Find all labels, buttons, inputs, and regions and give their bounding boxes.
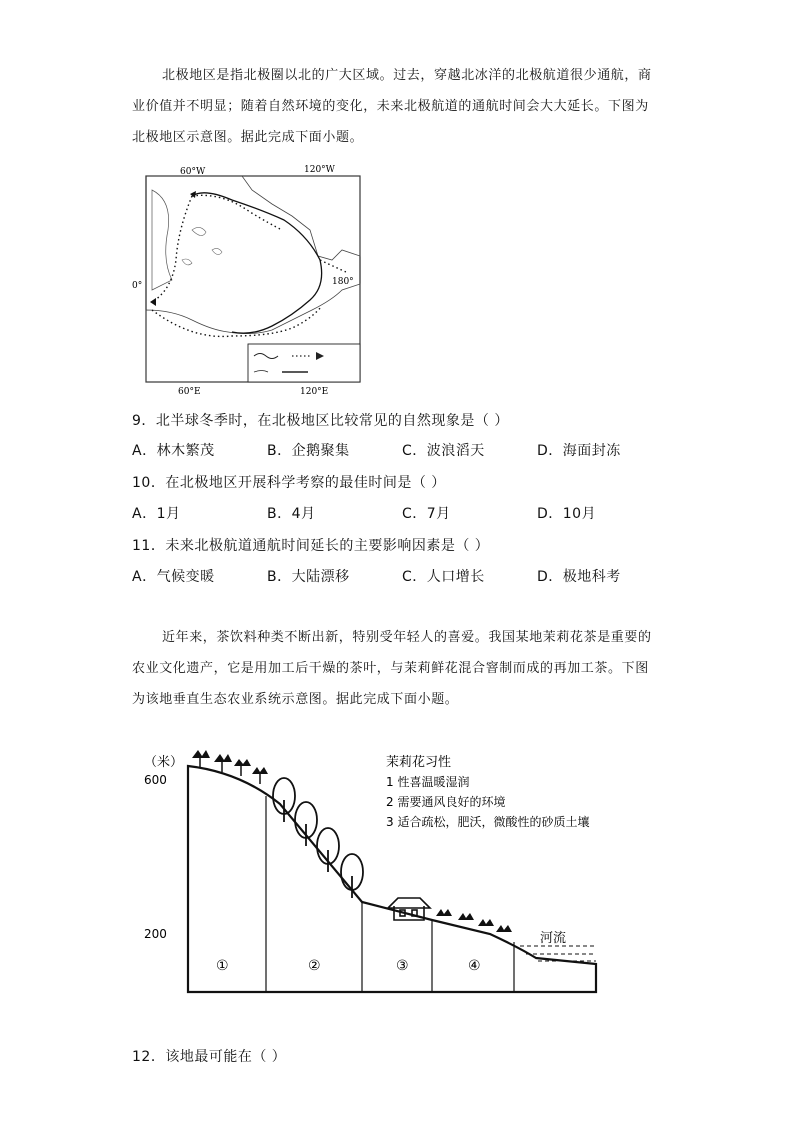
option-c[interactable]: C．人口增长 (402, 569, 485, 585)
river-water (520, 946, 596, 961)
option-d[interactable]: D．10月 (537, 506, 597, 522)
river-label: 河流 (540, 931, 567, 946)
passage-line: 北极地区是指北极圈以北的广大区域。过去，穿越北冰洋的北极航道很少通航，商 (162, 68, 652, 83)
passage-line: 近年来，茶饮料种类不断出新，特别受年轻人的喜爱。我国某地茉莉花茶是重要的 (162, 630, 652, 645)
label-0: 0° (132, 281, 143, 291)
route-northwest (192, 193, 322, 333)
option-d[interactable]: D．海面封冻 (537, 443, 621, 459)
route-dotted-east (320, 260, 346, 272)
zone-3-label: ③ (396, 958, 409, 974)
label-60w: 60°W (180, 167, 206, 177)
question-10-options (132, 503, 672, 523)
house-icon (388, 898, 430, 920)
passage-line: 北极地区示意图。据此完成下面小题。 (132, 130, 364, 145)
map-legend (248, 344, 360, 382)
agriculture-diagram (140, 742, 620, 1002)
label-60e: 60°E (178, 387, 201, 397)
option-c[interactable]: C．7月 (402, 506, 451, 522)
question-11-options (132, 566, 672, 586)
option-a[interactable]: A．林木繁茂 (132, 443, 215, 459)
label-120e: 120°E (300, 387, 329, 397)
tree-icon (273, 778, 363, 898)
option-a[interactable]: A．气候变暖 (132, 569, 215, 585)
land-greenland (152, 190, 172, 290)
habit-title: 茉莉花习性 (386, 755, 452, 770)
habit-1: 1 性喜温暖湿润 (386, 775, 470, 789)
arctic-map (132, 160, 364, 400)
question-11-stem: 11．未来北极航道通航时间延长的主要影响因素是（ ） (132, 538, 490, 554)
label-180: 180° (332, 277, 354, 287)
tea-bush-icon (192, 750, 268, 774)
option-c[interactable]: C．波浪滔天 (402, 443, 485, 459)
option-b[interactable]: B．企鹅聚集 (267, 443, 350, 459)
jasmine-bush-icon (436, 909, 512, 932)
question-9-stem: 9．北半球冬季时，在北极地区比较常见的自然现象是（ ） (132, 413, 509, 429)
passage-line: 农业文化遗产，它是用加工后干燥的茶叶，与茉莉鲜花混合窨制而成的再加工茶。下图 (132, 661, 649, 676)
option-b[interactable]: B．大陆漂移 (267, 569, 350, 585)
question-12-stem: 12．该地最可能在（ ） (132, 1049, 287, 1065)
land-north-america (146, 176, 360, 260)
passage-arctic (132, 60, 662, 153)
label-120w: 120°W (304, 165, 335, 175)
question-10-stem: 10．在北极地区开展科学考察的最佳时间是（ ） (132, 475, 446, 491)
passage-jasmine-tea (132, 622, 662, 715)
route-arrow-icon (150, 298, 156, 306)
passage-line: 业价值并不明显；随着自然环境的变化，未来北极航道的通航时间会大大延长。下图为 (132, 99, 649, 114)
option-b[interactable]: B．4月 (267, 506, 316, 522)
island (182, 227, 222, 264)
option-a[interactable]: A．1月 (132, 506, 181, 522)
question-9-options (132, 440, 672, 460)
passage-line: 为该地垂直生态农业系统示意图。据此完成下面小题。 (132, 692, 459, 707)
y-axis-unit: （米） (144, 755, 184, 770)
zone-1-label: ① (216, 958, 229, 974)
option-d[interactable]: D．极地科考 (537, 569, 621, 585)
route-dotted-west (152, 196, 192, 302)
zone-4-label: ④ (468, 958, 481, 974)
tick-600: 600 (144, 773, 167, 787)
tick-200: 200 (144, 927, 167, 941)
zone-2-label: ② (308, 958, 321, 974)
habit-2: 2 需要通风良好的环境 (386, 795, 506, 809)
habit-3: 3 适合疏松，肥沃，微酸性的砂质土壤 (386, 815, 590, 829)
